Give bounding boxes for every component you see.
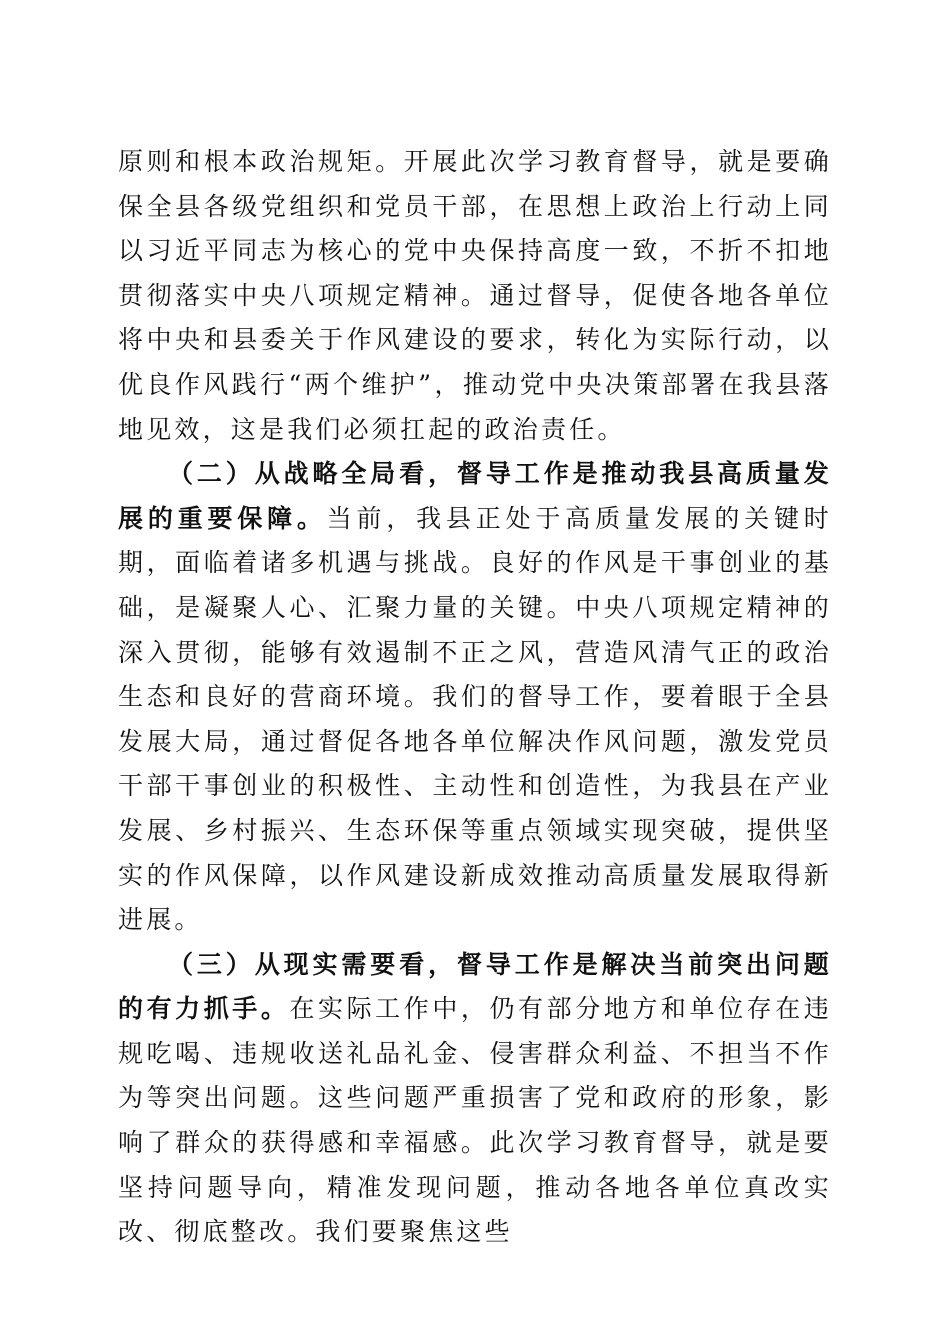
paragraph-3 — [118, 943, 832, 1255]
paragraph-2 — [118, 452, 832, 943]
paragraph-3-heading: （三）从现实需要看，督导工作是解决当前突出问题的有力抓手。 — [118, 949, 832, 1024]
paragraph-1-text: 原则和根本政治规矩。开展此次学习教育督导，就是要确保全县各级党组织和党员干部，在思想上政治上行动上同以习近平同志为核心的党中央保持高度一致，不折不扣地贯彻落实中央八项规定精神。通过督导，促使各地各单位将中央和县委关于作风建设的要求，转化为实际行动，以优良作风践行“两个维护”，推动党中央决策部署在我县落地见效，这是我们必须扛起的政治责任。 — [118, 147, 832, 444]
paragraph-1 — [118, 140, 832, 452]
document-body — [118, 140, 832, 1255]
paragraph-2-text: 当前，我县正处于高质量发展的关键时期，面临着诸多机遇与挑战。良好的作风是干事创业的基础，是凝聚人心、汇聚力量的关键。中央八项规定精神的深入贯彻，能够有效遏制不正之风，营造风清气正的政治生态和良好的营商环境。我们的督导工作，要着眼于全县发展大局，通过督促各地各单位解决作风问题，激发党员干部干事创业的积极性、主动性和创造性，为我县在产业发展、乡村振兴、生态环保等重点领域实现突破，提供坚实的作风保障，以作风建设新成效推动高质量发展取得新进展。 — [118, 503, 832, 935]
paragraph-3-text: 在实际工作中，仍有部分地方和单位存在违规吃喝、违规收送礼品礼金、侵害群众利益、不担当不作为等突出问题。这些问题严重损害了党和政府的形象，影响了群众的获得感和幸福感。此次学习教育督导，就是要坚持问题导向，精准发现问题，推动各地各单位真改实改、彻底整改。我们要聚焦这些 — [118, 994, 832, 1247]
paragraph-2-heading: （二）从战略全局看，督导工作是推动我县高质量发展的重要保障。 — [118, 459, 832, 533]
